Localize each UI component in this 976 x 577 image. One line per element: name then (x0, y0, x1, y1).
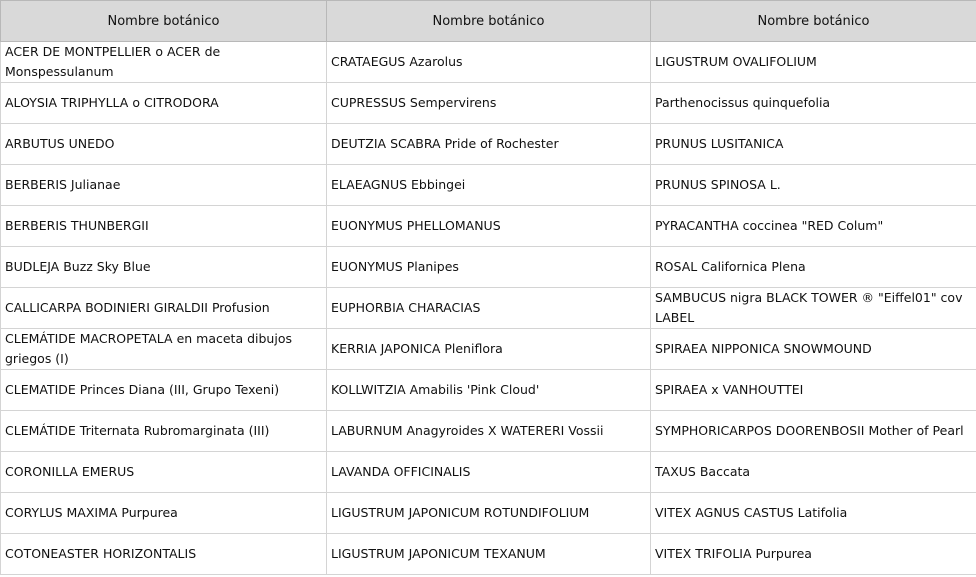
table-cell[interactable]: BUDLEJA Buzz Sky Blue (1, 247, 327, 288)
table-cell[interactable]: LIGUSTRUM OVALIFOLIUM (651, 42, 976, 83)
table-cell[interactable]: DEUTZIA SCABRA Pride of Rochester (327, 124, 651, 165)
table-cell[interactable]: CLEMÁTIDE MACROPETALA en maceta dibujos griegos (I) (1, 329, 327, 370)
table-row (1, 83, 976, 124)
table-cell[interactable]: TAXUS Baccata (651, 452, 976, 493)
table-cell[interactable]: CUPRESSUS Sempervirens (327, 83, 651, 124)
table-row (1, 124, 976, 165)
table-cell[interactable]: LAVANDA OFFICINALIS (327, 452, 651, 493)
table-cell[interactable]: CRATAEGUS Azarolus (327, 42, 651, 83)
table-cell[interactable]: CORONILLA EMERUS (1, 452, 327, 493)
table-cell[interactable]: PRUNUS LUSITANICA (651, 124, 976, 165)
table-cell[interactable]: SAMBUCUS nigra BLACK TOWER ® "Eiffel01" cov LABEL (651, 288, 976, 329)
table-cell[interactable]: EUONYMUS PHELLOMANUS (327, 206, 651, 247)
table-row (1, 493, 976, 534)
table-row (1, 288, 976, 329)
table-cell[interactable]: PRUNUS SPINOSA L. (651, 165, 976, 206)
table-cell[interactable]: EUONYMUS Planipes (327, 247, 651, 288)
header-row (1, 1, 976, 42)
table-cell[interactable]: SYMPHORICARPOS DOORENBOSII Mother of Pearl (651, 411, 976, 452)
table-body (1, 42, 976, 575)
table-cell[interactable]: EUPHORBIA CHARACIAS (327, 288, 651, 329)
column-header-1[interactable]: Nombre botánico (1, 1, 327, 42)
column-header-2[interactable]: Nombre botánico (327, 1, 651, 42)
table-cell[interactable]: KOLLWITZIA Amabilis 'Pink Cloud' (327, 370, 651, 411)
table-row (1, 411, 976, 452)
table-cell[interactable]: ACER DE MONTPELLIER o ACER de Monspessulanum (1, 42, 327, 83)
table-cell[interactable]: LIGUSTRUM JAPONICUM TEXANUM (327, 534, 651, 575)
table-cell[interactable]: ARBUTUS UNEDO (1, 124, 327, 165)
table-row (1, 42, 976, 83)
table-row (1, 452, 976, 493)
table-cell[interactable]: CLEMATIDE Princes Diana (III, Grupo Texeni) (1, 370, 327, 411)
table-cell[interactable]: ALOYSIA TRIPHYLLA o CITRODORA (1, 83, 327, 124)
table-row (1, 329, 976, 370)
table-cell[interactable]: LIGUSTRUM JAPONICUM ROTUNDIFOLIUM (327, 493, 651, 534)
table-row (1, 206, 976, 247)
table-cell[interactable]: VITEX TRIFOLIA Purpurea (651, 534, 976, 575)
table-cell[interactable]: PYRACANTHA coccinea "RED Colum" (651, 206, 976, 247)
table-cell[interactable]: Parthenocissus quinquefolia (651, 83, 976, 124)
table-row (1, 370, 976, 411)
table-row (1, 247, 976, 288)
table-cell[interactable]: LABURNUM Anagyroides X WATERERI Vossii (327, 411, 651, 452)
column-header-3[interactable]: Nombre botánico (651, 1, 976, 42)
table-cell[interactable]: KERRIA JAPONICA Pleniflora (327, 329, 651, 370)
table-cell[interactable]: SPIRAEA NIPPONICA SNOWMOUND (651, 329, 976, 370)
table-row (1, 165, 976, 206)
table-cell[interactable]: CLEMÁTIDE Triternata Rubromarginata (III) (1, 411, 327, 452)
table-cell[interactable]: COTONEASTER HORIZONTALIS (1, 534, 327, 575)
table-cell[interactable]: VITEX AGNUS CASTUS Latifolia (651, 493, 976, 534)
table-cell[interactable]: BERBERIS Julianae (1, 165, 327, 206)
table-row (1, 534, 976, 575)
table-cell[interactable]: SPIRAEA x VANHOUTTEI (651, 370, 976, 411)
table-cell[interactable]: BERBERIS THUNBERGII (1, 206, 327, 247)
table-cell[interactable]: CORYLUS MAXIMA Purpurea (1, 493, 327, 534)
table-cell[interactable]: ELAEAGNUS Ebbingei (327, 165, 651, 206)
table-cell[interactable]: ROSAL Californica Plena (651, 247, 976, 288)
table-cell[interactable]: CALLICARPA BODINIERI GIRALDII Profusion (1, 288, 327, 329)
